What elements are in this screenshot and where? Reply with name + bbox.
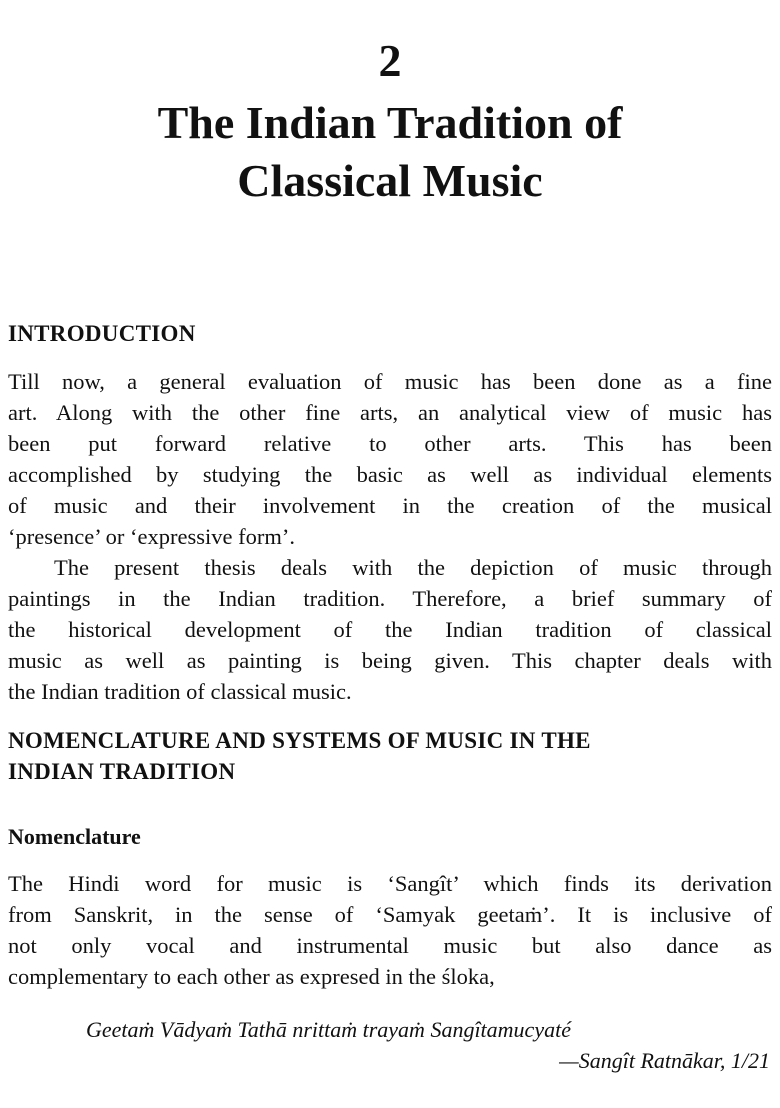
chapter-title bbox=[0, 94, 780, 210]
text-line: paintings in the Indian tradition. Therefore, a brief summary of bbox=[8, 586, 772, 611]
text-line: The present thesis deals with the depiction of music through bbox=[54, 555, 772, 580]
nomenclature-subheading: Nomenclature bbox=[8, 824, 141, 849]
text-line: from Sanskrit, in the sense of ‘Samyak geetaṁ’. It is inclusive of bbox=[8, 902, 772, 927]
text-line: Till now, a general evaluation of music has been done as a fine bbox=[8, 369, 772, 394]
text-line: art. Along with the other fine arts, an analytical view of music has bbox=[8, 400, 772, 425]
text-line: not only vocal and instrumental music but also dance as bbox=[8, 933, 772, 958]
chapter-number: 2 bbox=[378, 35, 402, 86]
heading-line: NOMENCLATURE AND SYSTEMS OF MUSIC IN THE bbox=[8, 728, 591, 753]
chapter-title-line: Classical Music bbox=[237, 155, 543, 206]
text-line: complementary to each other as expresed in the śloka, bbox=[8, 964, 495, 989]
text-line: music as well as painting is being given. This chapter deals with bbox=[8, 648, 772, 673]
introduction-paragraph-1 bbox=[8, 366, 772, 707]
nomenclature-paragraph bbox=[8, 868, 772, 992]
quote-source: —Sangît Ratnākar, 1/21 bbox=[559, 1048, 770, 1073]
text-line: accomplished by studying the basic as well as individual elements bbox=[8, 462, 772, 487]
text-line: ‘presence’ or ‘expressive form’. bbox=[8, 524, 295, 549]
heading-line: INDIAN TRADITION bbox=[8, 759, 236, 784]
nomenclature-section-heading bbox=[8, 725, 772, 787]
chapter-title-line: The Indian Tradition of bbox=[157, 97, 623, 148]
text-line: the Indian tradition of classical music. bbox=[8, 679, 352, 704]
text-line: of music and their involvement in the creation of the musical bbox=[8, 493, 772, 518]
introduction-heading: INTRODUCTION bbox=[8, 321, 196, 346]
text-line: the historical development of the Indian tradition of classical bbox=[8, 617, 772, 642]
text-line: been put forward relative to other arts. This has been bbox=[8, 431, 772, 456]
sloka-quote: Geetaṁ Vādyaṁ Tathā nrittaṁ trayaṁ Sangîtamucyaté bbox=[86, 1017, 571, 1042]
text-line: The Hindi word for music is ‘Sangît’ which finds its derivation bbox=[8, 871, 772, 896]
